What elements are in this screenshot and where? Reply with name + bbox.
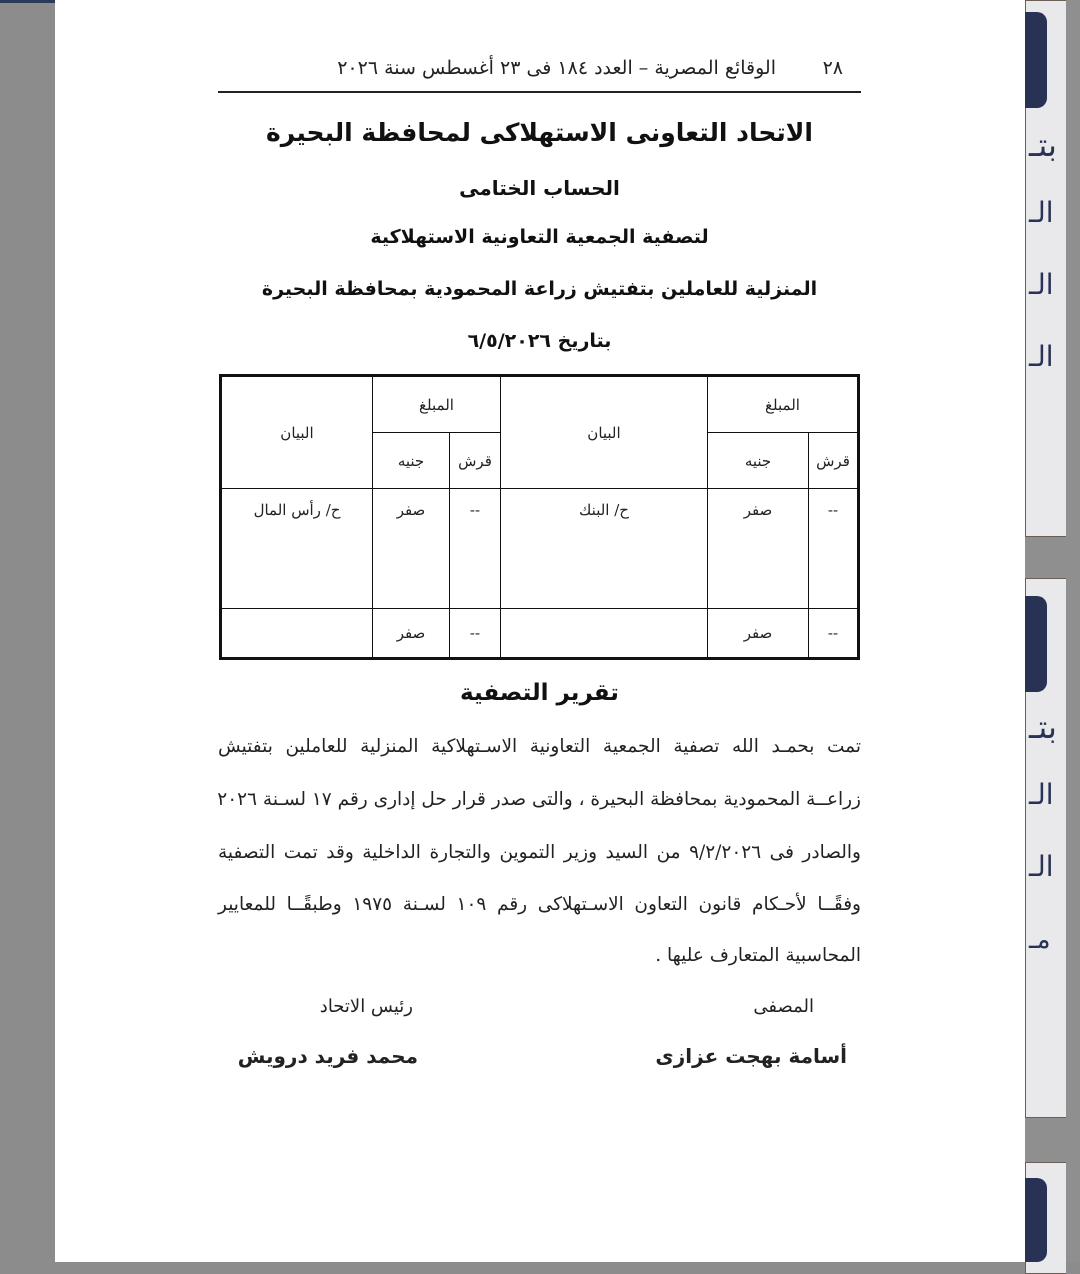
side-text-4: الـ [1029, 340, 1054, 373]
header-rule [218, 91, 861, 93]
pound-header-left: جنيه [373, 433, 450, 489]
cell-right-item: ح/ البنك [501, 489, 708, 609]
side-tab-2 [1025, 596, 1047, 692]
side-text-2: الـ [1029, 196, 1054, 229]
document-title: الاتحاد التعاونى الاستهلاكى لمحافظة البحيرة [266, 118, 813, 147]
document-line-2: المنزلية للعاملين بتفتيش زراعة المحمودية بمحافظة البحيرة [261, 278, 818, 300]
side-tab-1 [1025, 12, 1047, 108]
total-left-item [221, 609, 373, 659]
document-line-1: لتصفية الجمعية التعاونية الاستهلاكية [370, 226, 709, 248]
total-right-pound: صفر [708, 609, 809, 659]
cell-left-pound: صفر [373, 489, 450, 609]
report-line-4: وفقًــا لأحـكام قانون التعاون الاسـتهلاكى رقم ١٠٩ لسـنة ١٩٧٥ وطبقًــا للمعايير [218, 894, 861, 915]
side-text-1: بتـ [1029, 126, 1057, 164]
piaster-header-left: قرش [450, 433, 501, 489]
pound-header-right: جنيه [708, 433, 809, 489]
side-tab-3 [1025, 1178, 1047, 1262]
cell-left-item: ح/ رأس المال [221, 489, 373, 609]
liquidator-label: المصفى [753, 996, 814, 1017]
issue-line: الوقائع المصرية – العدد ١٨٤ فى ٢٣ أغسطس سنة ٢٠٢٦ [337, 57, 776, 79]
cell-left-piaster: -- [450, 489, 501, 609]
president-label: رئيس الاتحاد [319, 996, 413, 1017]
adjacent-page-strip[interactable] [1025, 0, 1080, 1262]
side-text-5: بتـ [1029, 708, 1057, 746]
side-text-3: الـ [1029, 268, 1054, 301]
report-line-1: تمت بحمـد الله تصفية الجمعية التعاونية الاسـتهلاكية المنزلية للعاملين بتفتيش [218, 736, 861, 757]
liquidator-name: أسامة بهجت عزازى [655, 1044, 847, 1068]
statement-header-right: البيان [501, 376, 708, 489]
cell-right-piaster: -- [809, 489, 859, 609]
amount-header-left: المبلغ [373, 376, 501, 433]
total-right-piaster: -- [809, 609, 859, 659]
report-line-3: والصادر فى ٩/٢/٢٠٢٦ من السيد وزير التموين والتجارة الداخلية وقد تمت التصفية [218, 842, 861, 863]
total-left-piaster: -- [450, 609, 501, 659]
side-text-6: الـ [1029, 778, 1054, 811]
side-text-7: الـ [1029, 850, 1054, 883]
report-title: تقرير التصفية [460, 680, 619, 706]
statement-header-left: البيان [221, 376, 373, 489]
side-text-8: مـ [1029, 925, 1051, 955]
final-account-table [219, 374, 860, 660]
page-number: ٢٨ [822, 57, 843, 79]
amount-header-right: المبلغ [708, 376, 859, 433]
report-line-2: زراعــة المحمودية بمحافظة البحيرة ، والتى صدر قرار حل إدارى رقم ١٧ لسـنة ٢٠٢٦ [217, 789, 861, 810]
total-left-pound: صفر [373, 609, 450, 659]
president-name: محمد فريد درويش [237, 1044, 418, 1068]
report-line-5: المحاسبية المتعارف عليها . [655, 945, 861, 966]
document-subtitle: الحساب الختامى [459, 176, 620, 200]
gazette-header [218, 55, 861, 87]
document-date: بتاريخ ٦/٥/٢٠٢٦ [467, 330, 612, 352]
total-right-item [501, 609, 708, 659]
piaster-header-right: قرش [809, 433, 859, 489]
cell-right-pound: صفر [708, 489, 809, 609]
